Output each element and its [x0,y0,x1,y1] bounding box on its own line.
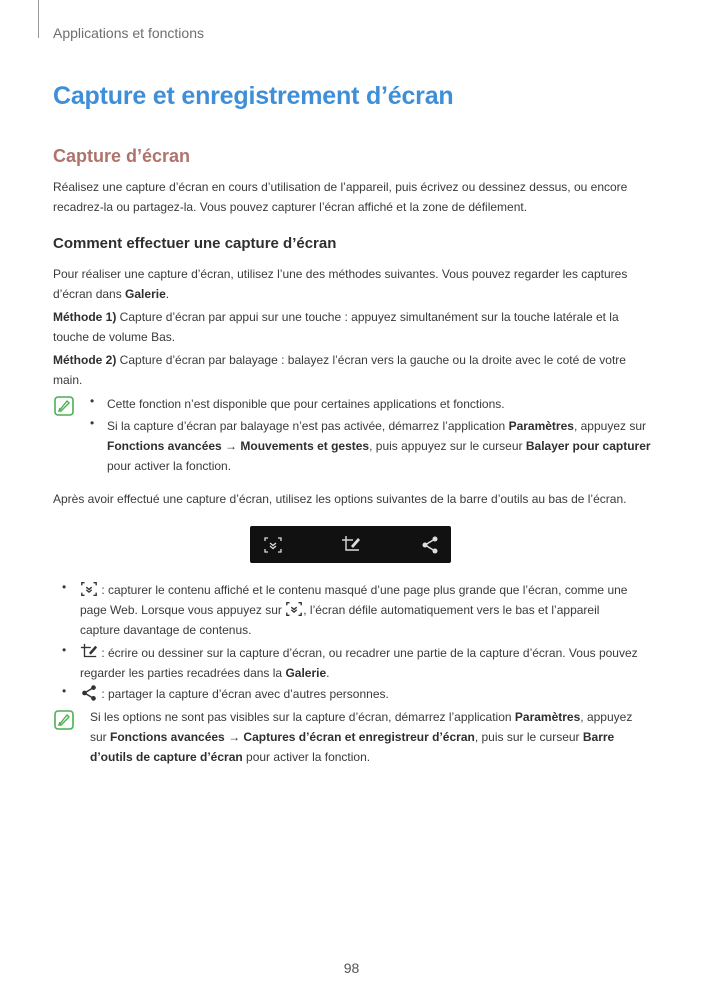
intro-paragraph: Réalisez une capture d’écran en cours d’utilisation de l’appareil, puis écrivez ou dessinez dessus, ou encore recadrez-la ou partagez-la. Vous pouvez capturer l’écran affiché et la zone de défilement. [53,180,628,214]
page-number: 98 [343,960,360,976]
option-scroll-capture: : capturer le contenu affiché et le contenu masqué d’une page plus grande que l’écran, comme une page Web. Lorsque vous appuyez sur , l’écran défile automatiquement vers le bas et l’appareil capture davantage de contenus. [80,580,640,640]
note-icon [54,710,74,730]
scroll-capture-icon[interactable] [263,535,283,555]
bullet: • [62,684,67,698]
how-heading: Comment effectuer une capture d’écran [53,235,337,252]
note-icon [54,396,74,416]
option-share: : partager la capture d’écran avec d’autres personnes. [80,684,640,704]
share-icon [80,684,98,702]
bullet: • [90,416,95,430]
note1-bullet-1: Cette fonction n’est disponible que pour certaines applications et fonctions. [107,397,505,411]
header-divider [38,0,39,38]
method-1: Méthode 1) Capture d’écran par appui sur une touche : appuyez simultanément sur la touche latérale et la touche de volume Bas. [53,310,619,344]
scroll-capture-icon [80,580,98,598]
edit-crop-icon [80,643,98,661]
after-paragraph: Après avoir effectué une capture d’écran, utilisez les options suivantes de la barre d’outils au bas de l’écran. [53,492,627,506]
bullet: • [90,394,95,408]
section-header: Applications et fonctions [53,25,204,41]
method-1-label: Méthode 1) [53,310,117,324]
screenshot-toolbar [250,526,451,563]
section-subtitle: Capture d’écran [53,146,191,166]
how-paragraph: Pour réaliser une capture d’écran, utilisez l’une des méthodes suivantes. Vous pouvez regarder les captures d’écran dans Galerie. [53,267,628,301]
share-icon[interactable] [420,535,440,555]
edit-crop-icon[interactable] [341,535,361,555]
page-title: Capture et enregistrement d’écran [53,82,454,110]
bullet: • [62,580,67,594]
note1-bullet-2: Si la capture d’écran par balayage n’est pas activée, démarrez l’application Paramètres, appuyez sur Fonctions avancées → Mouvements et gestes, puis appuyez sur le curseur Balayer pour capturer pour activer la fonction. [107,419,651,473]
method-2-label: Méthode 2) [53,353,117,367]
option-edit-crop: : écrire ou dessiner sur la capture d’écran, ou recadrer une partie de la capture d’écran. Vous pouvez regarder les parties recadrées dans la Galerie. [80,643,642,683]
bullet: • [62,643,67,657]
note2-paragraph: Si les options ne sont pas visibles sur la capture d’écran, démarrez l’application Paramètres, appuyez sur Fonctions avancées → Captures d’écran et enregistreur d’écran, puis sur le curseur Barre d’outils de capture d’écran pour activer la fonction. [90,710,633,764]
galerie-term: Galerie [125,287,166,301]
method-2: Méthode 2) Capture d’écran par balayage : balayez l’écran vers la gauche ou la droite avec le coté de votre main. [53,353,626,387]
scroll-capture-icon [285,600,303,618]
